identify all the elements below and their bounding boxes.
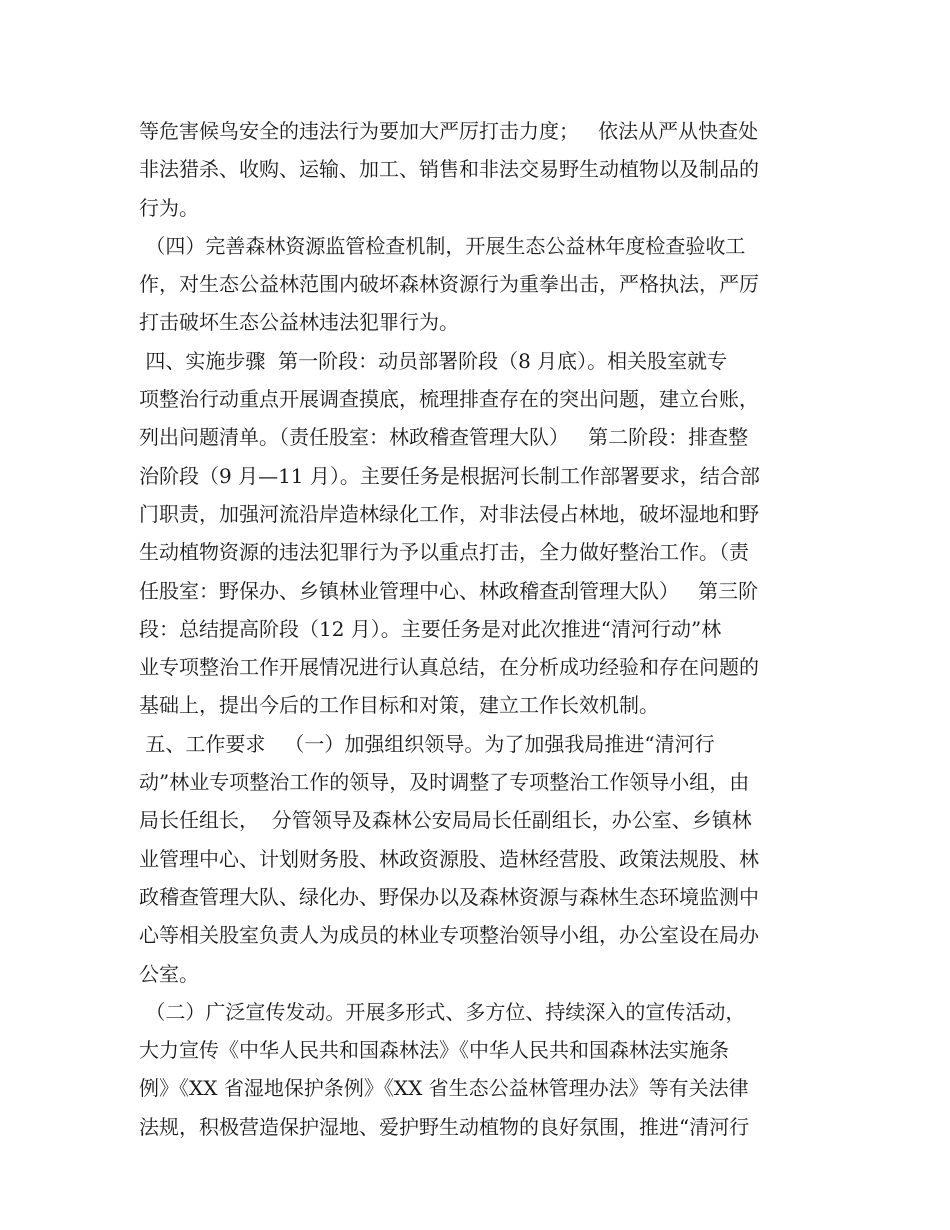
text-line: 例》《XX 省湿地保护条例》《XX 省生态公益林管理办法》等有关法律 <box>139 1076 749 1101</box>
text-line: 段：总结提高阶段（12 月）。主要任务是对此次推进“清河行动”林 <box>139 616 722 641</box>
text-line: 大力宣传《中华人民共和国森林法》《中华人民共和国森林法实施条 <box>139 1038 729 1063</box>
text-line: 政稽查管理大队、绿化办、野保办以及森林资源与森林生态环境监测中 <box>139 884 759 909</box>
text-line: 任股室：野保办、乡镇林业管理中心、林政稽查刮管理大队） 第三阶 <box>139 578 759 603</box>
text-line: 基础上，提出今后的工作目标和对策，建立工作长效机制。 <box>139 693 659 718</box>
text-line: 打击破坏生态公益林违法犯罪行为。 <box>139 310 459 335</box>
text-line: 动”林业专项整治工作的领导，及时调整了专项整治工作领导小组，由 <box>139 770 750 795</box>
text-line: （二）广泛宣传发动。开展多形式、多方位、持续深入的宣传活动， <box>139 999 746 1024</box>
text-line: 法规，积极营造保护湿地、爱护野生动植物的良好氛围，推进“清河行 <box>139 1114 750 1139</box>
text-line: 非法猎杀、收购、运输、加工、销售和非法交易野生动植物以及制品的 <box>139 157 759 182</box>
text-line: 四、实施步骤 第一阶段：动员部署阶段（8 月底）。相关股室就专 <box>139 348 728 373</box>
text-line: 项整治行动重点开展调查摸底，梳理排查存在的突出问题，建立台账， <box>139 387 759 412</box>
text-line: 治阶段（9 月—11 月）。主要任务是根据河长制工作部署要求，结合部 <box>139 463 760 488</box>
text-line: 五、工作要求 （一）加强组织领导。为了加强我局推进“清河行 <box>139 731 715 756</box>
text-line: 业专项整治工作开展情况进行认真总结，在分析成功经验和存在问题的 <box>139 655 759 680</box>
text-line: 等危害候鸟安全的违法行为要加大严厉打击力度； 依法从严从快查处 <box>139 119 759 143</box>
text-line: 门职责，加强河流沿岸造林绿化工作，对非法侵占林地，破坏湿地和野 <box>139 501 759 526</box>
text-line: 生动植物资源的违法犯罪行为予以重点打击，全力做好整治工作。（责 <box>139 540 749 565</box>
text-line: 公室。 <box>139 961 199 986</box>
text-line: 作，对生态公益林范围内破坏森林资源行为重拳出击，严格执法，严厉 <box>139 272 759 297</box>
text-line: 业管理中心、计划财务股、林政资源股、造林经营股、政策法规股、林 <box>139 846 759 871</box>
text-line: 心等相关股室负责人为成员的林业专项整治领导小组，办公室设在局办 <box>139 923 759 948</box>
text-line: 行为。 <box>139 195 199 220</box>
document-body <box>139 112 821 1146</box>
text-line: 列出问题清单。（责任股室：林政稽查管理大队） 第二阶段：排查整 <box>139 425 749 450</box>
text-line: 局长任组长， 分管领导及森林公安局局长任副组长，办公室、乡镇林 <box>139 808 752 833</box>
text-line: （四）完善森林资源监管检查机制，开展生态公益林年度检查验收工 <box>139 233 746 258</box>
